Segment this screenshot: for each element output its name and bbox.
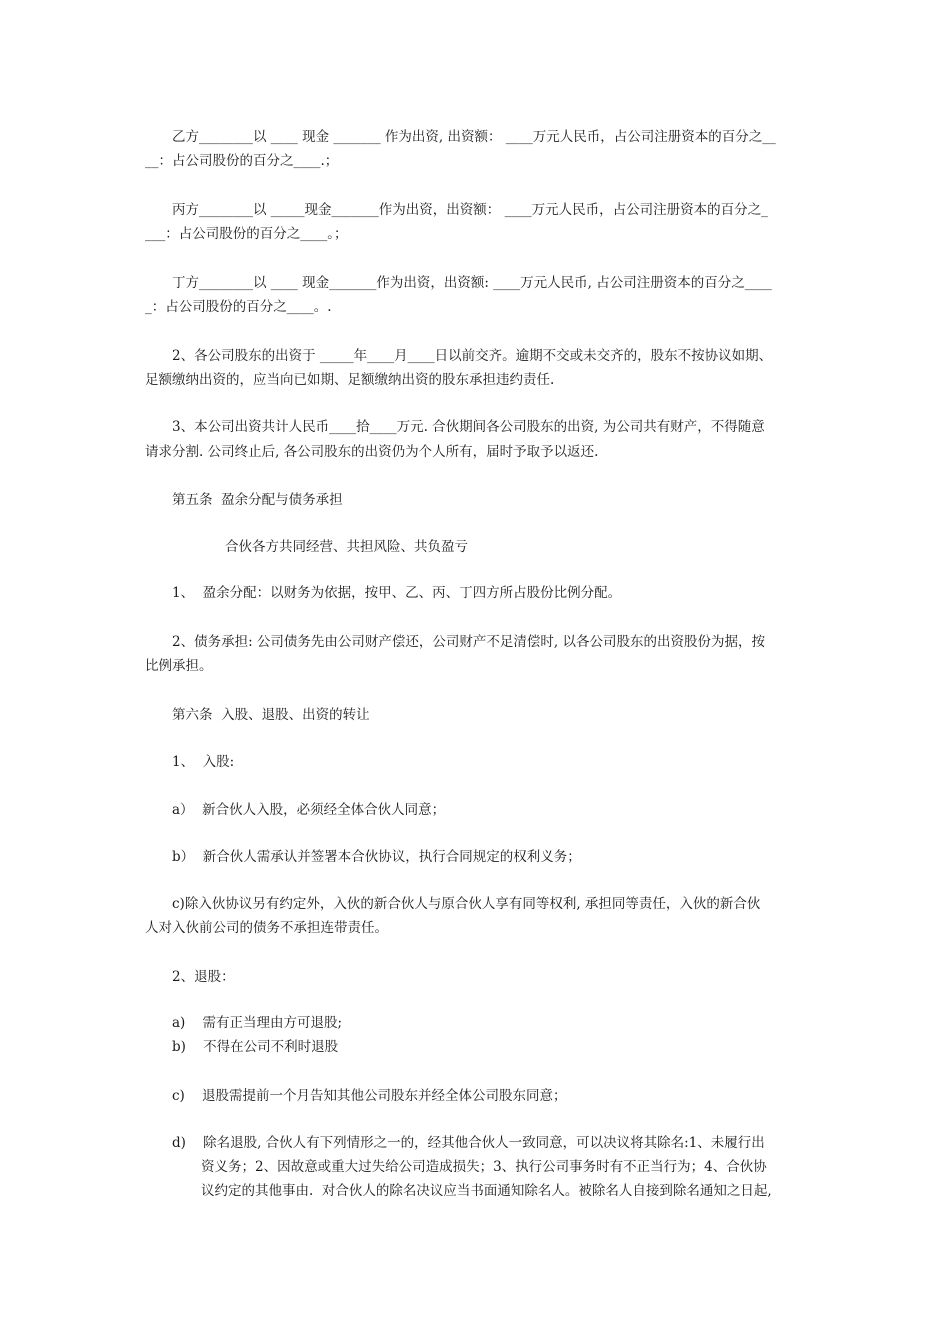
withdraw-item-c: c) 退股需提前一个月告知其他公司股东并经全体公司股东同意； (172, 1088, 567, 1104)
profit-distribution-item: 1、 盈余分配：以财务为依据，按甲、乙、丙、丁四方所占股份比例分配。 (172, 585, 622, 601)
party-c-clause-cont: ___：占公司股份的百分之____。； (145, 226, 348, 242)
withdraw-item-b: b) 不得在公司不利时退股 (172, 1039, 339, 1055)
withdraw-heading: 2、退股： (172, 969, 235, 985)
withdraw-item-a: a) 需有正当理由方可退股; (172, 1015, 343, 1031)
total-capital-clause-cont: 请求分割. 公司终止后, 各公司股东的出资仍为个人所有，届时予取予以返还. (145, 444, 599, 460)
party-d-clause-cont: _：占公司股份的百分之____。. (145, 299, 332, 315)
join-item-c-cont: 人对入伙前公司的债务不承担连带责任。 (145, 920, 388, 936)
article-5-subheading: 合伙各方共同经营、共担风险、共负盈亏 (225, 539, 468, 555)
join-item-a: a） 新合伙人入股，必须经全体合伙人同意； (172, 802, 446, 818)
debt-bearing-item: 2、债务承担: 公司债务先由公司财产偿还，公司财产不足清偿时, 以各公司股东的出资股份为据，按 (172, 634, 766, 650)
join-item-b: b） 新合伙人需承认并签署本合伙协议，执行合同规定的权利义务； (172, 849, 581, 865)
total-capital-clause: 3、本公司出资共计人民币____拾____万元. 合伙期间各公司股东的出资, 为公司共有财产，不得随意 (172, 419, 765, 435)
join-heading: 1、 入股: (172, 754, 235, 770)
article-5-heading: 第五条 盈余分配与债务承担 (172, 492, 343, 508)
contribution-deadline-clause-cont: 足额缴纳出资的，应当向已如期、足额缴纳出资的股东承担违约责任. (145, 372, 555, 388)
withdraw-item-d: d) 除名退股, 合伙人有下列情形之一的，经其他合伙人一致同意，可以决议将其除名:1、未履行出 (172, 1135, 765, 1151)
party-c-clause: 丙方________以 _____现金_______作为出资，出资额： ____万元人民币，占公司注册资本的百分之_ (172, 202, 768, 218)
party-d-clause: 丁方________以 ____ 现金_______作为出资，出资额: ____万元人民币, 占公司注册资本的百分之____ (172, 275, 772, 291)
article-6-heading: 第六条 入股、退股、出资的转让 (172, 707, 370, 723)
withdraw-item-d-cont-2: 议约定的其他事由. 对合伙人的除名决议应当书面通知除名人。被除名人自接到除名通知之日起, (201, 1183, 772, 1199)
party-b-clause: 乙方________以 ____ 现金 _______ 作为出资, 出资额： ____万元人民币，占公司注册资本的百分之__ (172, 129, 776, 145)
contribution-deadline-clause: 2、各公司股东的出资于 _____年____月____日以前交齐。逾期不交或未交齐的，股东不按协议如期、 (172, 348, 773, 364)
withdraw-item-d-cont-1: 资义务；2、因故意或重大过失给公司造成损失；3、执行公司事务时有不正当行为；4、合伙协 (201, 1159, 767, 1175)
join-item-c: c)除入伙协议另有约定外，入伙的新合伙人与原合伙人享有同等权利, 承担同等责任，入伙的新合伙 (172, 896, 761, 912)
debt-bearing-item-cont: 比例承担。 (145, 658, 213, 674)
party-b-clause-cont: __：占公司股份的百分之____.； (145, 153, 339, 169)
